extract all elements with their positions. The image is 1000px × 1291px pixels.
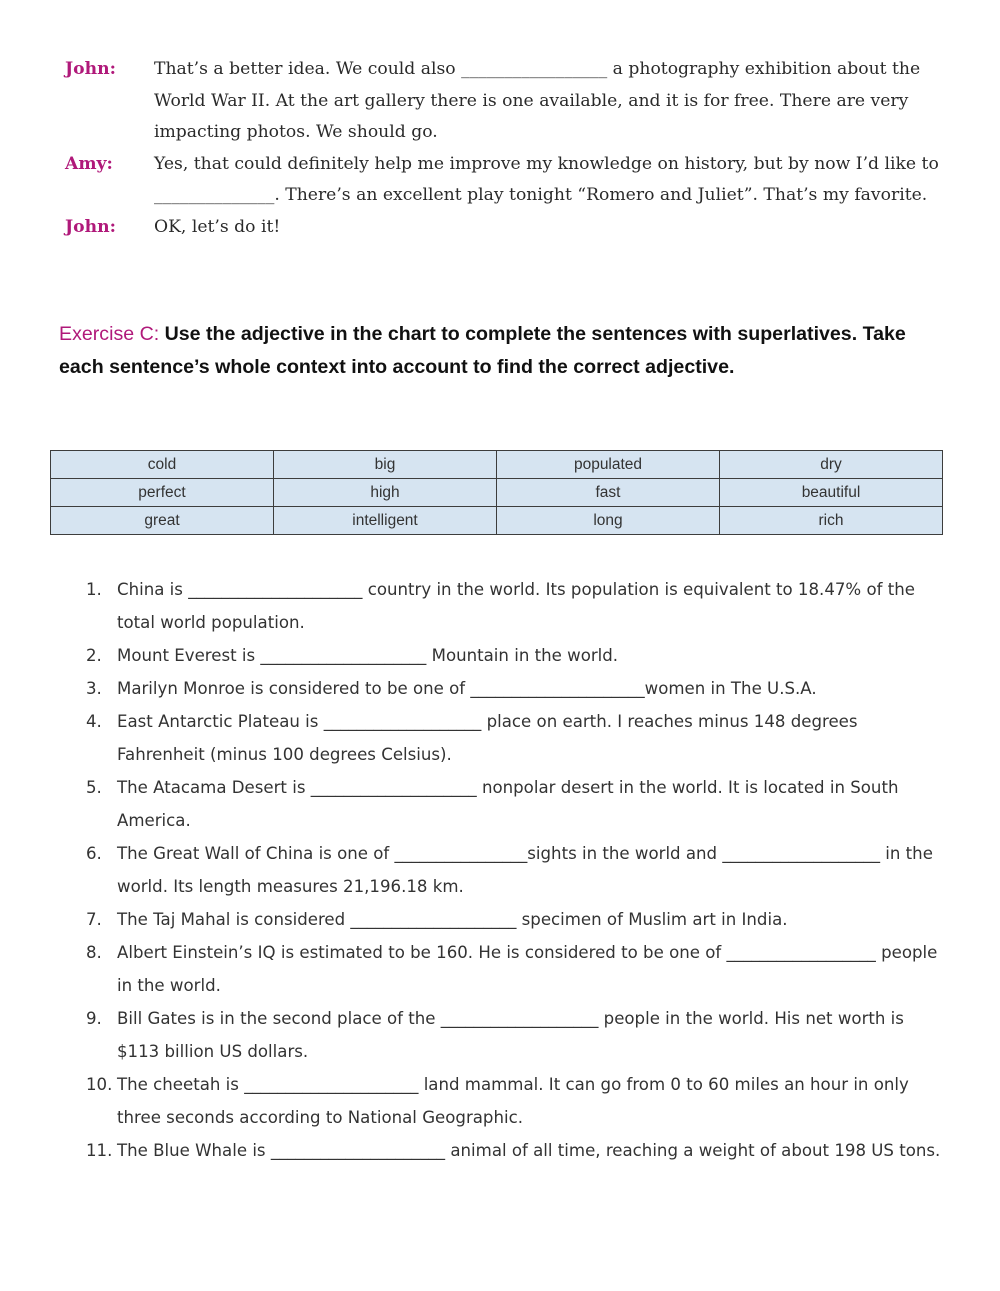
- table-cell: cold: [51, 451, 274, 479]
- item-number: 1.: [86, 580, 102, 599]
- speaker-name: John:: [65, 59, 116, 79]
- list-item: [86, 1068, 946, 1134]
- table-cell: long: [497, 507, 720, 535]
- list-item: [86, 672, 946, 705]
- list-item: [86, 1002, 946, 1068]
- table-cell: intelligent: [274, 507, 497, 535]
- item-number: 11.: [86, 1141, 113, 1160]
- table-cell: big: [274, 451, 497, 479]
- item-text: The Taj Mahal is considered ____________________ specimen of Muslim art in India.: [117, 910, 788, 929]
- speaker-name: Amy:: [65, 153, 113, 174]
- list-item: [86, 771, 946, 837]
- table-row: [51, 479, 943, 507]
- item-text: The cheetah is _____________________ land mammal. It can go from 0 to 60 miles an hour in only three seconds according to National Geographic.: [117, 1075, 909, 1127]
- exercise-heading: [59, 318, 949, 383]
- list-item: [86, 573, 946, 639]
- item-number: 8.: [86, 943, 102, 962]
- item-text: Mount Everest is ____________________ Mountain in the world.: [117, 646, 619, 665]
- table-cell: high: [274, 479, 497, 507]
- exercise-label: Exercise C:: [59, 323, 160, 345]
- list-item: [86, 903, 946, 936]
- table-cell: beautiful: [720, 479, 943, 507]
- item-number: 9.: [86, 1009, 102, 1028]
- table-cell: dry: [720, 451, 943, 479]
- dialogue: [65, 54, 945, 243]
- item-number: 3.: [86, 679, 102, 698]
- table-cell: fast: [497, 479, 720, 507]
- table-row: [51, 451, 943, 479]
- sentence-list: [86, 573, 946, 1167]
- speech-text: That’s a better idea. We could also _________________ a photography exhibition about the World War II. At the art gallery there is one available, and it is for free. There are very impacting photos. We should go.: [154, 59, 921, 142]
- item-text: Bill Gates is in the second place of the ___________________ people in the world. His net worth is $113 billion US dollars.: [117, 1009, 904, 1061]
- item-text: Marilyn Monroe is considered to be one of _____________________women in The U.S.A.: [117, 679, 817, 698]
- table-cell: great: [51, 507, 274, 535]
- list-item: [86, 1134, 946, 1167]
- item-number: 2.: [86, 646, 102, 665]
- dialogue-line: [65, 212, 945, 244]
- dialogue-line: [65, 149, 945, 212]
- table-cell: perfect: [51, 479, 274, 507]
- item-number: 6.: [86, 844, 102, 863]
- exercise-instruction: Use the adjective in the chart to complete the sentences with superlatives. Take each sentence’s whole context into account to find the correct adjective.: [59, 323, 906, 378]
- speech-text: Yes, that could definitely help me improve my knowledge on history, but by now I’d like to ______________. There’s an excellent play tonight “Romero and Juliet”. That’s my favorite.: [154, 153, 939, 205]
- item-text: East Antarctic Plateau is ___________________ place on earth. I reaches minus 148 degrees Fahrenheit (minus 100 degrees Celsius).: [117, 712, 858, 764]
- item-text: The Great Wall of China is one of ________________sights in the world and ___________________ in the world. Its length measures 21,196.18 km.: [117, 844, 933, 896]
- speech-text: OK, let’s do it!: [154, 216, 281, 237]
- speaker-name: John:: [65, 216, 116, 237]
- item-text: China is _____________________ country in the world. Its population is equivalent to 18.47% of the total world population.: [117, 580, 915, 632]
- table-row: [51, 507, 943, 535]
- table-cell: populated: [497, 451, 720, 479]
- list-item: [86, 639, 946, 672]
- dialogue-line: [65, 54, 945, 149]
- list-item: [86, 705, 946, 771]
- table-cell: rich: [720, 507, 943, 535]
- list-item: [86, 936, 946, 1002]
- item-text: The Blue Whale is _____________________ animal of all time, reaching a weight of about 198 US tons.: [117, 1141, 941, 1160]
- item-number: 10.: [86, 1075, 113, 1094]
- adjective-table: [50, 450, 943, 535]
- item-number: 4.: [86, 712, 102, 731]
- item-text: The Atacama Desert is ____________________ nonpolar desert in the world. It is located in South America.: [117, 778, 899, 830]
- list-item: [86, 837, 946, 903]
- item-text: Albert Einstein’s IQ is estimated to be 160. He is considered to be one of __________________ people in the world.: [117, 943, 938, 995]
- item-number: 7.: [86, 910, 102, 929]
- item-number: 5.: [86, 778, 102, 797]
